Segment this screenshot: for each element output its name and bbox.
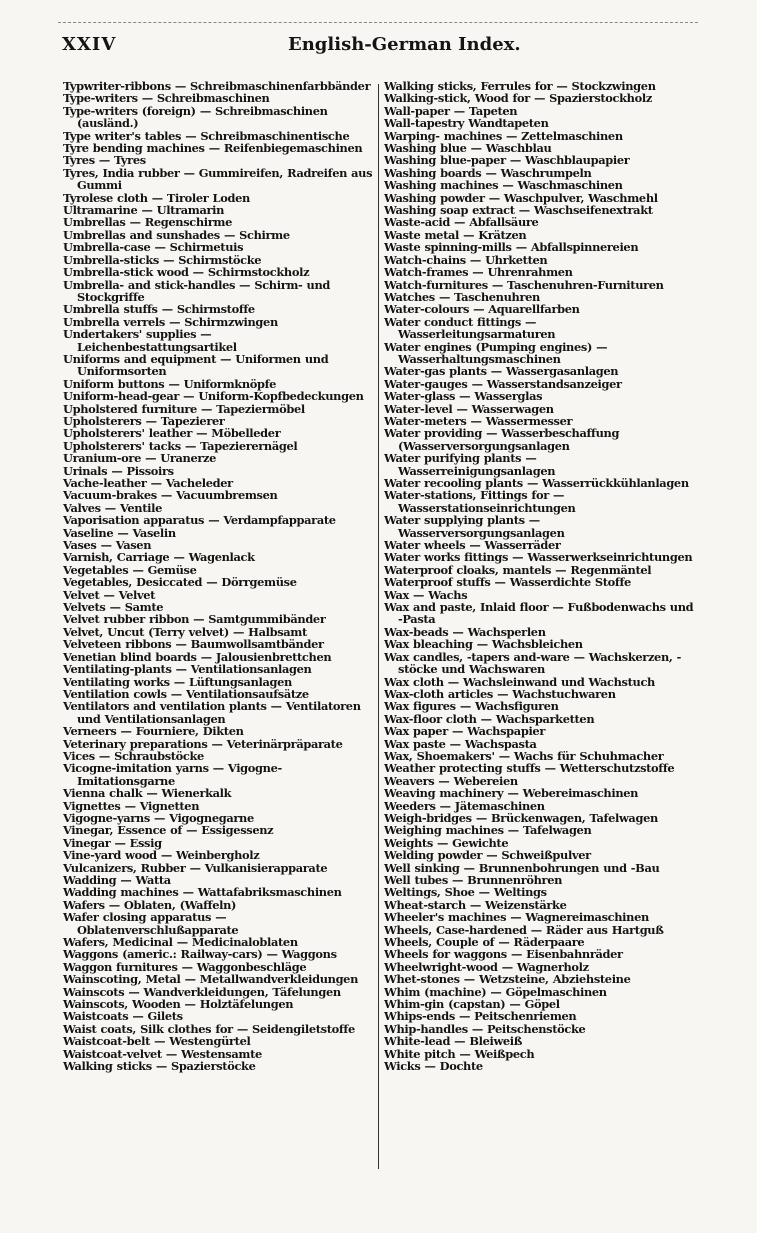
index-entry: Whet-stones — Wetzsteine, Abziehsteine	[384, 972, 631, 987]
index-entry: Type-writers (foreign) — Schreibmaschinen (ausländ.)	[63, 103, 328, 131]
index-entry: Wall-tapestry Wandtapeten	[384, 116, 549, 131]
index-entry: Upholsterers' leather — Möbelleder	[63, 426, 281, 441]
index-entry: Walking sticks — Spazierstöcke	[63, 1059, 256, 1074]
index-entry: Waist coats, Silk clothes for — Seidengiletstoffe	[63, 1021, 355, 1036]
index-entry: Wheat-starch — Weizenstärke	[384, 897, 567, 912]
index-entry: Uranium-ore — Uranerze	[63, 451, 217, 466]
index-entry: Wadding — Watta	[63, 873, 171, 887]
index-entry: Wheeler's machines — Wagnereimaschinen	[384, 910, 649, 925]
index-entry: Vache-leather — Vacheleder	[63, 476, 233, 490]
index-entry: Whips-ends — Peitschenriemen	[384, 1009, 577, 1024]
index-entry: Whim-gin (capstan) — Göpel	[384, 997, 560, 1012]
index-entry: Wheelwright-wood — Wagnerholz	[384, 959, 589, 974]
index-entry: Type-writers — Schreibmaschinen	[63, 91, 270, 106]
index-entry: Water-colours — Aquarellfarben	[384, 302, 580, 317]
index-entry: Tyres — Tyres	[63, 153, 146, 168]
index-entry: Uniform-head-gear — Uniform-Kopfbedeckungen	[63, 389, 364, 404]
index-entry: Velveteen ribbons — Baumwollsamtbänder	[63, 637, 324, 652]
index-entry: Vegetables, Desiccated — Dörrgemüse	[63, 575, 297, 590]
index-entry: Wafers, Medicinal — Medicinaloblaten	[63, 935, 298, 950]
index-entry: Vegetables — Gemüse	[63, 562, 197, 577]
index-entry: Umbrella- and stick-handles — Schirm- und Stockgriffe	[63, 277, 331, 304]
index-entry: Type writer's tables — Schreibmaschinentische	[63, 128, 350, 143]
index-entry: Wax figures — Wachsfiguren	[384, 699, 559, 714]
index-entry: Veterinary preparations — Veterinärpräparate	[63, 736, 343, 751]
page-title: English-German Index.	[288, 34, 521, 55]
index-entry: White-lead — Bleiweiß	[384, 1034, 523, 1049]
index-entry: Ventilating works — Lüftungsanlagen	[63, 674, 292, 689]
index-entry: Weights — Gewichte	[384, 835, 509, 850]
index-entry: Urinals — Pissoirs	[63, 463, 174, 478]
right-index-column	[384, 80, 696, 1073]
index-entry: Vases — Vasen	[63, 538, 152, 553]
index-entry: Velvet, Uncut (Terry velvet) — Halbsamt	[63, 624, 307, 639]
index-entry: Waistcoat-belt — Westengürtel	[63, 1034, 251, 1049]
index-entry: Valves — Ventile	[63, 500, 162, 515]
index-entry: White pitch — Weißpech	[384, 1046, 535, 1061]
index-entry: Water wheels — Wasserräder	[384, 538, 561, 553]
index-entry: Wheels, Case-hardened — Räder aus Hartguß	[384, 922, 664, 937]
index-entry: Washing boards — Waschrumpeln	[384, 165, 592, 180]
left-index-column	[63, 80, 373, 1073]
index-entry: Well tubes — Brunnenröhren	[384, 873, 563, 887]
index-entry: Vienna chalk — Wienerkalk	[63, 786, 232, 801]
index-entry: Weigh-bridges — Brückenwagen, Tafelwagen	[384, 810, 658, 825]
index-entry: Waterproof cloaks, mantels — Regenmäntel	[384, 562, 652, 577]
index-entry: Waistcoat-velvet — Westensamte	[63, 1046, 262, 1061]
index-entry: Umbrellas and sunshades — Schirme	[63, 227, 290, 242]
index-entry: Waistcoats — Gilets	[63, 1009, 183, 1024]
index-entry: Varnish, Carriage — Wagenlack	[63, 550, 255, 565]
index-entry: Umbrellas — Regenschirme	[63, 215, 233, 230]
index-entry: Wadding machines — Wattafabriksmaschinen	[63, 885, 342, 900]
index-entry: Washing blue-paper — Waschblaupapier	[384, 153, 630, 168]
index-entry: Whim (machine) — Göpelmaschinen	[384, 984, 607, 999]
index-entry: Water-gauges — Wasserstandsanzeiger	[384, 376, 622, 391]
index-entry: Wax-beads — Wachsperlen	[384, 624, 546, 639]
index-entry: Water engines (Pumping engines) — Wasserhaltungsmaschinen	[384, 339, 608, 366]
index-entry: Walking sticks, Ferrules for — Stockzwingen	[384, 79, 656, 93]
index-entry: Wax cloth — Wachsleinwand und Wachstuch	[384, 674, 655, 689]
index-entry: Verneers — Fourniere, Dikten	[63, 724, 244, 739]
column-divider	[378, 84, 379, 1169]
index-entry: Washing powder — Waschpulver, Waschmehl	[384, 190, 658, 205]
index-entry: Vacuum-brakes — Vacuumbremsen	[63, 488, 278, 503]
index-entry: Undertakers' supplies — Leichenbestattungsartikel	[63, 327, 237, 354]
index-entry: Wax candles, -tapers and-ware — Wachskerzen, -stöcke und Wachswaren	[384, 649, 681, 677]
index-entry: Waggons (americ.: Railway-cars) — Waggons	[63, 947, 337, 962]
index-entry: Wafers — Oblaten, (Waffeln)	[63, 897, 237, 912]
header-rule	[58, 22, 698, 23]
index-entry: Waste metal — Krätzen	[384, 227, 527, 242]
index-entry: Weltings, Shoe — Weltings	[384, 885, 547, 900]
index-entry: Wafer closing apparatus — Oblatenverschlußapparate	[63, 910, 239, 937]
index-entry: Venetian blind boards — Jalousienbrettchen	[63, 649, 332, 664]
index-entry: Waste-acid — Abfallsäure	[384, 215, 539, 230]
index-entry: Velvet — Velvet	[63, 587, 156, 602]
index-entry: Water-stations, Fittings for — Wasserstationseinrichtungen	[384, 488, 576, 515]
index-entry: Ultramarine — Ultramarin	[63, 203, 225, 218]
index-entry: Weaving machinery — Webereimaschinen	[384, 786, 639, 801]
index-entry: Wax, Shoemakers' — Wachs für Schuhmacher	[384, 748, 664, 763]
index-entry: Warping- machines — Zettelmaschinen	[384, 128, 623, 143]
index-entry: Umbrella-case — Schirmetuis	[63, 240, 244, 255]
index-entry: Wainscots, Wooden — Holztäfelungen	[63, 997, 294, 1012]
index-entry: Vices — Schraubstöcke	[63, 748, 204, 763]
index-entry: Ventilation cowls — Ventilationsaufsätze	[63, 686, 309, 701]
index-entry: Wall-paper — Tapeten	[384, 103, 518, 118]
index-entry: Water conduct fittings — Wasserleitungsarmaturen	[384, 314, 556, 342]
index-entry: Tyres, India rubber — Gummireifen, Radreifen aus Gummi	[63, 165, 373, 193]
index-entry: Wheels, Couple of — Räderpaare	[384, 935, 585, 950]
index-entry: Wax — Wachs	[384, 587, 468, 602]
index-entry: Ventilators and ventilation plants — Ventilatoren und Ventilationsanlagen	[63, 699, 361, 726]
index-entry: Water purifying plants — Wasserreinigungsanlagen	[384, 451, 556, 478]
index-entry: Weather protecting stuffs — Wetterschutzstoffe	[384, 761, 675, 776]
index-entry: Velvets — Samte	[63, 600, 164, 615]
index-entry: Water-gas plants — Wassergasanlagen	[384, 364, 619, 379]
index-entry: Watch-frames — Uhrenrahmen	[384, 265, 573, 280]
index-entry: Washing machines — Waschmaschinen	[384, 178, 623, 193]
index-entry: Tyrolese cloth — Tiroler Loden	[63, 190, 250, 205]
index-entry: Wax-floor cloth — Wachsparketten	[384, 711, 595, 726]
index-entry: Washing blue — Waschblau	[384, 141, 552, 156]
index-entry: Water supplying plants — Wasserversorgungsanlagen	[384, 513, 565, 540]
index-entry: Upholstered furniture — Tapeziermöbel	[63, 401, 305, 416]
index-entry: Vinegar, Essence of — Essigessenz	[63, 823, 274, 838]
index-entry: Vine-yard wood — Weinbergholz	[63, 848, 260, 863]
index-entry: Umbrella verrels — Schirmzwingen	[63, 314, 278, 329]
index-entry: Wainscots — Wandverkleidungen, Täfelungen	[63, 984, 341, 999]
index-entry: Well sinking — Brunnenbohrungen und -Bau	[384, 860, 660, 875]
index-entry: Vaseline — Vaselin	[63, 525, 176, 540]
index-entry: Wax bleaching — Wachsbleichen	[384, 637, 583, 652]
index-entry: Waterproof stuffs — Wasserdichte Stoffe	[384, 575, 631, 590]
index-entry: Wax and paste, Inlaid floor — Fußbodenwachs und -Pasta	[384, 600, 694, 627]
index-entry: Vignettes — Vignetten	[63, 798, 200, 813]
index-entry: Water providing — Wasserbeschaffung (Wasserversorgungsanlagen	[384, 426, 620, 453]
index-entry: Wheels for waggons — Eisenbahnräder	[384, 947, 623, 962]
index-entry: Welding powder — Schweißpulver	[384, 848, 591, 863]
index-entry: Wicks — Dochte	[384, 1059, 483, 1074]
index-entry: Tyre bending machines — Reifenbiegemaschinen	[63, 141, 363, 156]
index-entry: Watches — Taschenuhren	[384, 289, 540, 304]
index-entry: Vicogne-imitation yarns — Vigogne-Imitationsgarne	[63, 761, 282, 788]
index-entry: Upholsterers — Tapezierer	[63, 413, 225, 428]
index-entry: Umbrella-sticks — Schirmstöcke	[63, 252, 262, 267]
index-entry: Vinegar — Essig	[63, 835, 162, 850]
index-entry: Uniforms and equipment — Uniformen und Uniformsorten	[63, 351, 329, 379]
index-entry: Waggon furnitures — Waggonbeschläge	[63, 959, 307, 974]
index-entry: Weavers — Webereien	[384, 773, 518, 788]
index-entry: Wax paper — Wachspapier	[384, 724, 545, 739]
index-entry: Water-level — Wasserwagen	[384, 401, 554, 416]
index-entry: Wax paste — Wachspasta	[384, 736, 537, 751]
index-entry: Watch-chains — Uhrketten	[384, 252, 548, 267]
index-entry: Weighing machines — Tafelwagen	[384, 823, 592, 838]
index-entry: Weeders — Jätemaschinen	[384, 798, 545, 813]
index-entry: Waste spinning-mills — Abfallspinnereien	[384, 240, 639, 255]
index-entry: Water recooling plants — Wasserrückkühlanlagen	[384, 476, 689, 490]
index-entry: Watch-furnitures — Taschenuhren-Furnituren	[384, 277, 664, 292]
index-entry: Wax-cloth articles — Wachstuchwaren	[384, 686, 616, 701]
index-entry: Whip-handles — Peitschenstöcke	[384, 1021, 586, 1036]
index-entry: Wainscoting, Metal — Metallwandverkleidungen	[63, 972, 359, 987]
index-entry: Uniform buttons — Uniformknöpfe	[63, 376, 277, 391]
index-entry: Velvet rubber ribbon — Samtgummibänder	[63, 612, 326, 627]
index-entry: Vigogne-yarns — Vigognegarne	[63, 810, 254, 825]
index-entry: Water works fittings — Wasserwerkseinrichtungen	[384, 550, 693, 565]
index-entry: Vaporisation apparatus — Verdampfapparate	[63, 513, 336, 528]
index-entry: Washing soap extract — Waschseifenextrakt	[384, 203, 653, 218]
index-entry: Umbrella-stick wood — Schirmstockholz	[63, 265, 310, 280]
index-entry: Water-meters — Wassermesser	[384, 413, 573, 428]
index-entry: Upholsterers' tacks — Tapezierernägel	[63, 438, 298, 453]
index-entry: Walking-stick, Wood for — Spazierstockholz	[384, 91, 652, 106]
page-number: XXIV	[62, 34, 117, 55]
index-entry: Ventilating-plants — Ventilationsanlagen	[63, 662, 312, 677]
index-entry: Umbrella stuffs — Schirmstoffe	[63, 302, 255, 317]
index-entry: Typwriter-ribbons — Schreibmaschinenfarbbänder	[63, 79, 371, 93]
index-entry: Vulcanizers, Rubber — Vulkanisierapparate	[63, 860, 328, 875]
index-entry: Water-glass — Wasserglas	[384, 389, 543, 404]
